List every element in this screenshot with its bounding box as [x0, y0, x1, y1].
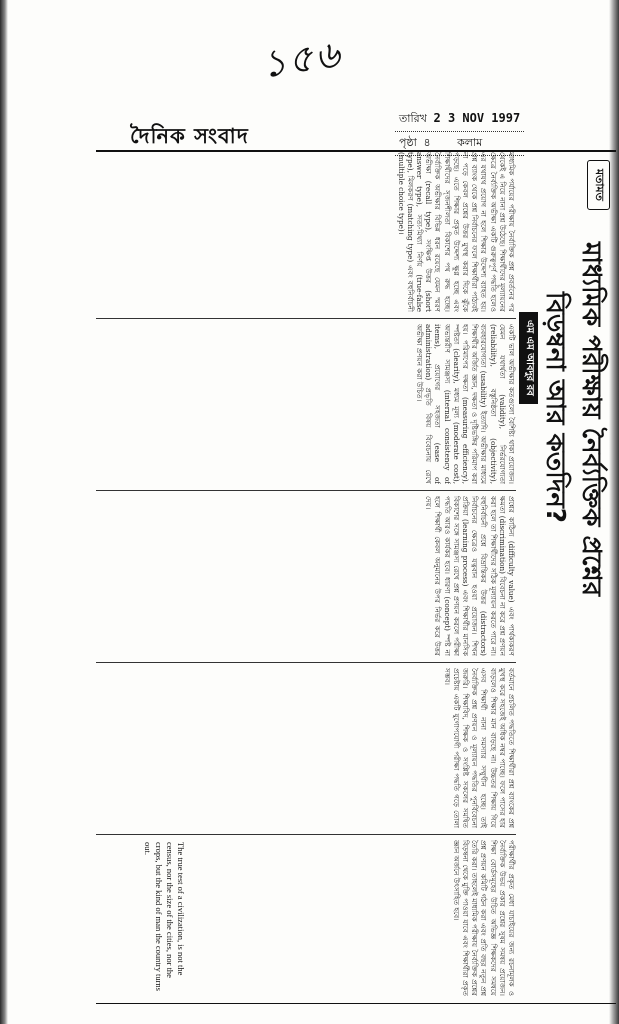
column-divider: [96, 662, 516, 663]
stamp-column-label: কলাম: [457, 136, 483, 149]
article-headline-line2: বিড়ম্বনা আর কতদিন?: [540, 292, 570, 523]
date-stamp: [395, 108, 524, 156]
article-byline: এম এম আবদুর রব: [519, 312, 538, 404]
column-divider: [96, 490, 516, 491]
newspaper-masthead: দৈনিক সংবাদ: [130, 124, 249, 148]
article-region: [96, 152, 616, 1002]
article-columns: [96, 152, 516, 1002]
stamp-page: ৪: [423, 136, 431, 149]
article-header: [520, 152, 616, 1002]
article-headline-line1: মাধ্যমিক পরীক্ষায় নৈর্ব্যক্তিক প্রশ্নের: [576, 242, 606, 597]
stamp-date-label: তারিখ: [399, 112, 427, 125]
column-divider: [96, 834, 516, 835]
article-column-5: পরীক্ষার্থীর প্রকৃত মেধা যাচাইয়ের জন্য রচনামূলক ও নৈর্ব্যক্তিক উভয় প্রকার প্রশ্নের সুষম সমন্বয় প্রয়োজন। শিক্ষা বোর্ডসমূহের উচিত অভিজ্ঞ শিক্ষকদের সমন্বয়ে প্রশ্ন প্রণয়ন কমিটি গঠন করা এবং প্রতি বছর নতুন প্রশ্ন তৈরি করা। তাহলেই মাধ্যমিক পরীক্ষায় নৈর্ব্যক্তিক প্রশ্নের বিড়ম্বনা থেকে মুক্তি পাওয়া যাবে এবং শিক্ষার্থীরা প্রকৃত জ্ঞান অর্জনে উৎসাহিত হবে।: [451, 840, 516, 996]
handwritten-archive-number: ১৫৬: [258, 31, 345, 87]
article-column-1: মাধ্যমিক পর্যায়ের পরীক্ষায় নৈর্ব্যক্তিক প্রশ্ন প্রবর্তনের পর থেকেই এ নিয়ে নানা প্রশ্ন উঠেছে। শিক্ষার্থীদের মূল্যায়নের ক্ষেত্রে নৈর্ব্যক্তিক অভীক্ষা একটি গুরুত্বপূর্ণ পদ্ধতি হলেও এর যথাযথ প্রয়োগ না হলে শিক্ষার উদ্দেশ্য ব্যাহত হয়। প্রশ্ন ব্যাংক থেকে প্রশ্ন নির্বাচনের ফলে শিক্ষার্থীরা পাঠ্যবই না পড়ে কেবল প্রশ্নের উত্তর মুখস্থ করার দিকে ঝুঁকে পড়ছে। এতে শিক্ষার প্রকৃত উদ্দেশ্য ক্ষুণ্ণ হচ্ছে এবং শিক্ষার্থীদের সৃজনশীলতা বিকাশের পথ রুদ্ধ হচ্ছে। নৈর্ব্যক্তিক অভীক্ষার বিভিন্ন ধরন রয়েছে যেমন স্মরণ অভীক্ষা (recall type), সংক্ষিপ্ত উত্তর (short answer type), সত্য-মিথ্যা নির্ণয় (true-false type), মিলকরণ (matching type) এবং বহুনির্বাচনী (multiple choice type)।: [396, 152, 516, 312]
article-kicker: মতামত: [587, 160, 610, 210]
bottom-rule: [96, 1003, 616, 1004]
stamp-date-row: [395, 108, 524, 132]
article-column-3: প্রশ্নের কাঠিন্য (difficulty value) এবং পার্থক্যকরণ ক্ষমতা (discrimination) বিবেচনা না করে প্রশ্ন প্রণয়ন করা হলে তা শিক্ষার্থীদের সঠিক মূল্যায়ন করতে পারে না। বহুনির্বাচনী প্রশ্নে বিভ্রান্তিকর উত্তর (distractors) নির্বাচনের ক্ষেত্রেও যত্নবান হওয়া প্রয়োজন। শিখন প্রক্রিয়া (learning process) এবং শিক্ষার্থীর মানসিক বিকাশের সঙ্গে সামঞ্জস্য রেখে প্রশ্ন প্রণয়ন করলে পরীক্ষা পদ্ধতি আরও কার্যকর হবে। ধারণা (concept) স্পষ্ট না হলে শিক্ষার্থী কেবল অনুমানের উপর নির্ভর করে উত্তর দেয়।: [424, 496, 516, 656]
article-column-4: বর্তমানে প্রচলিত পদ্ধতিতে শিক্ষার্থীরা প্রশ্ন ব্যাংকের প্রশ্ন মুখস্থ করে সহজেই অধিক নম্বর পাচ্ছে। ফলে পাসের হার বাড়লেও শিক্ষার মান বাড়ছে না। উচ্চতর শিক্ষায় গিয়ে এসব শিক্ষার্থী নানা সমস্যার সম্মুখীন হচ্ছে। তাই নৈর্ব্যক্তিক প্রশ্ন প্রণয়ন ও মূল্যায়ন পদ্ধতির পুনর্বিবেচনা জরুরি। শিক্ষাবিদ, শিক্ষক ও সংশ্লিষ্ট সকলের সমন্বিত প্রচেষ্টায় একটি যুগোপযোগী পরীক্ষা পদ্ধতি গড়ে তোলা সম্ভব।: [442, 668, 516, 828]
column-divider: [96, 318, 516, 319]
stamp-date: 2 3 NOV 1997: [433, 111, 521, 125]
stamp-page-label: পৃষ্ঠা: [399, 136, 417, 149]
closing-quote: The true test of a civilization, is not the census, nor the size of the cities, nor the crops, but the kind of man the country turns out.: [143, 842, 186, 991]
rotated-article: [96, 152, 616, 1002]
scan-edge-left: [0, 0, 8, 1024]
article-column-2: একটি ভাল অভীক্ষার কতগুলো বৈশিষ্ট্য থাকা প্রয়োজন। যেমন যথার্থতা (validity), নির্ভরযোগ্যতা (reliability), বস্তুনিষ্ঠতা (objectivity), ব্যবহারযোগ্যতা (usability) ইত্যাদি। অভীক্ষার মাধ্যমে শিক্ষার্থীর অর্জিত জ্ঞান, দক্ষতা ও দৃষ্টিভঙ্গির পরিমাপ করা হয়। পরিমাপের দক্ষতা (measuring efficiency), স্পষ্টতা (clearity), মধ্যম মূল্য (moderate cost), অভ্যন্তরীণ সামঞ্জস্য (internal consistency of items), প্রয়োগের সহজতা (ease of administration) প্রভৃতি বিষয় বিবেচনায় রেখে অভীক্ষা প্রণয়ন করা উচিত।: [414, 324, 516, 484]
